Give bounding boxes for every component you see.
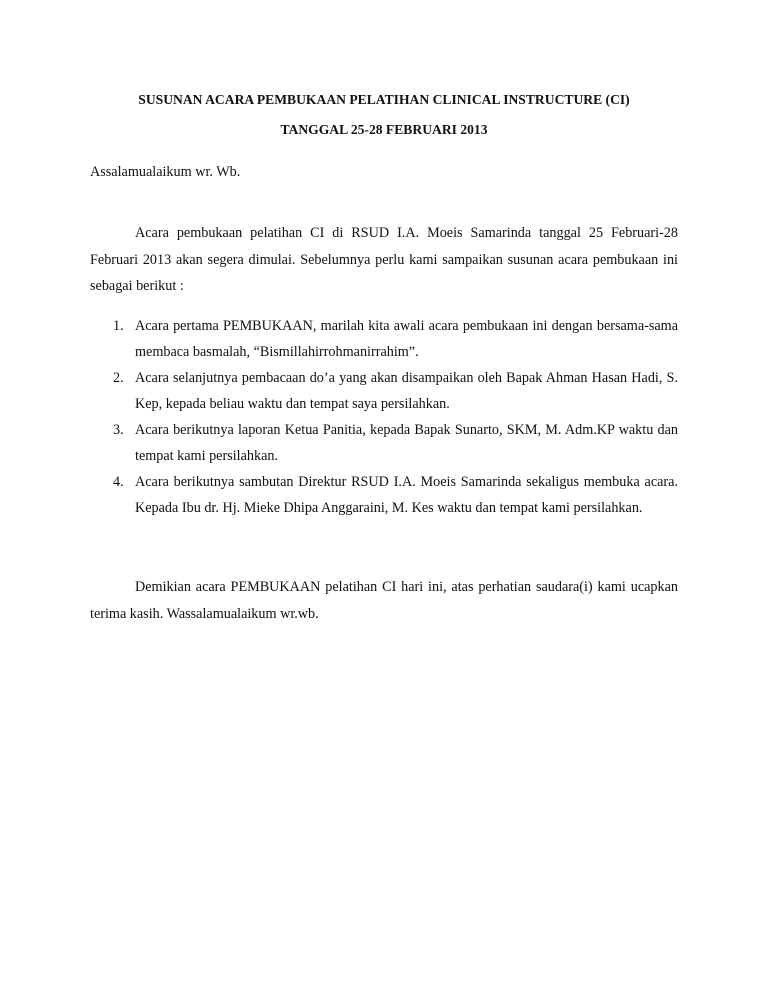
document-date: TANGGAL 25-28 FEBRUARI 2013 bbox=[280, 122, 488, 137]
item-number: 2. bbox=[113, 370, 124, 386]
document-title: SUSUNAN ACARA PEMBUKAAN PELATIHAN CLINICAL INSTRUCTURE (CI) bbox=[138, 92, 630, 107]
agenda-item bbox=[90, 365, 678, 417]
agenda-item bbox=[90, 469, 678, 521]
agenda-list bbox=[90, 313, 678, 521]
greeting: Assalamualaikum wr. Wb. bbox=[90, 164, 241, 180]
item-text: Acara pertama PEMBUKAAN, marilah kita awali acara pembukaan ini dengan bersama-sama membaca basmalah, “Bismillahirrohmanirrahim”. bbox=[135, 318, 678, 360]
item-number: 3. bbox=[113, 422, 124, 438]
item-number: 4. bbox=[113, 474, 124, 490]
item-text: Acara berikutnya sambutan Direktur RSUD I.A. Moeis Samarinda sekaligus membuka acara. Kepada Ibu dr. Hj. Mieke Dhipa Anggaraini, M. Kes waktu dan tempat kami persilahkan. bbox=[135, 474, 678, 516]
item-text: Acara selanjutnya pembacaan do’a yang akan disampaikan oleh Bapak Ahman Hasan Hadi, S. Kep, kepada beliau waktu dan tempat saya persilahkan. bbox=[135, 370, 678, 412]
item-number: 1. bbox=[113, 318, 124, 334]
closing-paragraph: Demikian acara PEMBUKAAN pelatihan CI hari ini, atas perhatian saudara(i) kami ucapkan terima kasih. Wassalamualaikum wr.wb. bbox=[90, 579, 678, 622]
item-text: Acara berikutnya laporan Ketua Panitia, kepada Bapak Sunarto, SKM, M. Adm.KP waktu dan tempat kami persilahkan. bbox=[135, 422, 678, 464]
agenda-item bbox=[90, 313, 678, 365]
agenda-item bbox=[90, 417, 678, 469]
intro-paragraph: Acara pembukaan pelatihan CI di RSUD I.A. Moeis Samarinda tanggal 25 Februari-28 Februari 2013 akan segera dimulai. Sebelumnya perlu kami sampaikan susunan acara pembukaan ini sebagai berikut : bbox=[90, 225, 678, 294]
